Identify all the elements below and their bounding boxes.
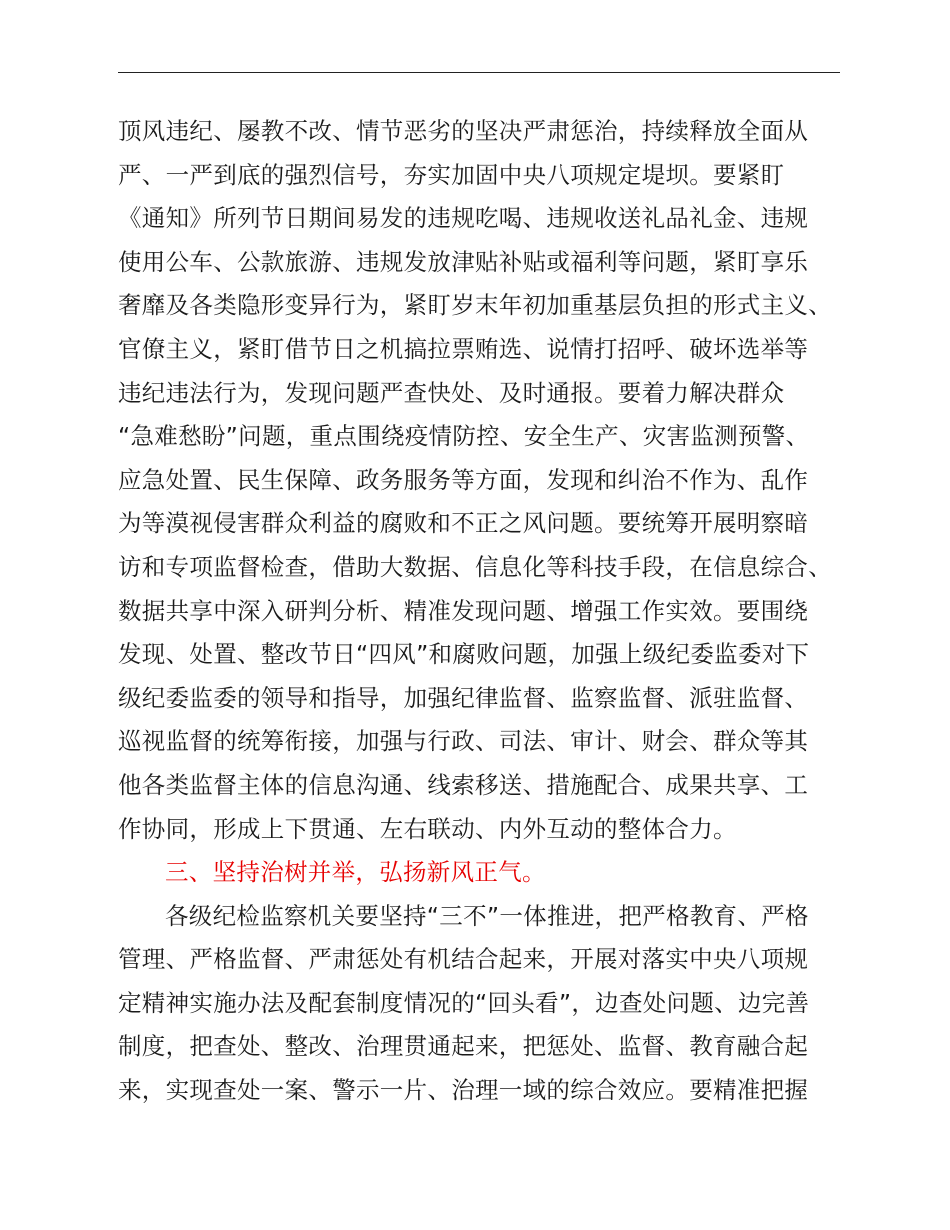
section-heading: 三、坚持治树并举，弘扬新风正气。 (165, 858, 546, 887)
text-line: 发现、处置、整改节日“四风”和腐败问题，加强上级纪委监委对下 (118, 640, 810, 669)
text-line: 管理、严格监督、严肃惩处有机结合起来，开展对落实中央八项规 (118, 945, 809, 974)
text-line: 巡视监督的统筹衔接，加强与行政、司法、审计、财会、群众等其 (118, 727, 809, 756)
text-line: 严、一严到底的强烈信号，夯实加固中央八项规定堤坝。要紧盯 (118, 160, 785, 189)
text-line: 访和专项监督检查，借助大数据、信息化等科技手段，在信息综合、 (118, 552, 832, 581)
text-line: 定精神实施办法及配套制度情况的“回头看”，边查处问题、边完善 (118, 988, 810, 1017)
text-line: 他各类监督主体的信息沟通、线索移送、措施配合、成果共享、工 (118, 770, 809, 799)
text-line: 来，实现查处一案、警示一片、治理一域的综合效应。要精准把握 (118, 1076, 809, 1105)
text-line: 级纪委监委的领导和指导，加强纪律监督、监察监督、派驻监督、 (118, 683, 809, 712)
text-line: 顶风违纪、屡教不改、情节恶劣的坚决严肃惩治，持续释放全面从 (118, 117, 809, 145)
text-line: 数据共享中深入研判分析、精准发现问题、增强工作实效。要围绕 (118, 596, 809, 625)
text-line: 应急处置、民生保障、政务服务等方面，发现和纠治不作为、乱作 (118, 465, 809, 494)
text-line: 制度，把查处、整改、治理贯通起来，把惩处、监督、教育融合起 (118, 1032, 809, 1061)
text-line: 作协同，形成上下贯通、左右联动、内外互动的整体合力。 (118, 814, 737, 843)
text-line: 违纪违法行为，发现问题严查快处、及时通报。要着力解决群众 (118, 378, 785, 407)
text-line: “急难愁盼”问题，重点围绕疫情防控、安全生产、灾害监测预警、 (118, 422, 810, 451)
text-line: 《通知》所列节日期间易发的违规吃喝、违规收送礼品礼金、违规 (118, 204, 809, 233)
text-line: 使用公车、公款旅游、违规发放津贴补贴或福利等问题，紧盯享乐 (118, 247, 809, 276)
header-rule (118, 72, 840, 73)
text-line: 奢靡及各类隐形变异行为，紧盯岁末年初加重基层负担的形式主义、 (118, 291, 832, 320)
document-body (118, 110, 848, 1113)
paragraph-first-line: 各级纪检监察机关要坚持“三不”一体推进，把严格教育、严格 (165, 901, 809, 930)
text-line: 为等漠视侵害群众利益的腐败和不正之风问题。要统筹开展明察暗 (118, 509, 809, 538)
text-line: 官僚主义，紧盯借节日之机搞拉票贿选、说情打招呼、破坏选举等 (118, 334, 809, 363)
